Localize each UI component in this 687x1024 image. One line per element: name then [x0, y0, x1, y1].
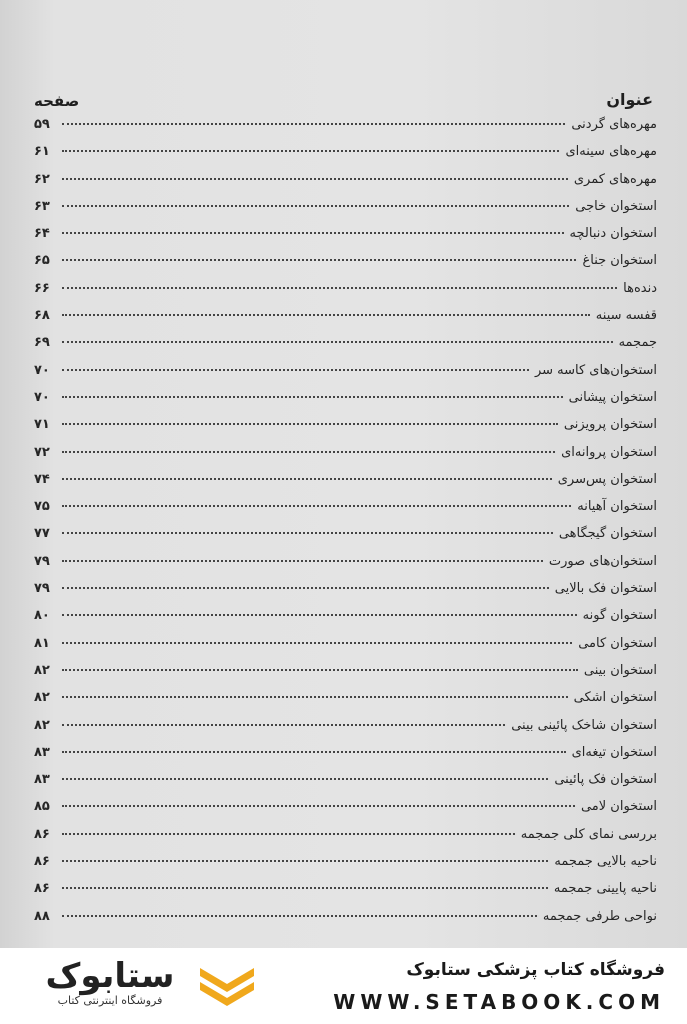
toc-entry: [34, 909, 657, 936]
dot-leader: [62, 259, 576, 261]
toc-entry-page: ۶۸: [34, 308, 50, 324]
toc-entry-page: ۸۲: [34, 717, 50, 733]
toc-entry-page: ۸۱: [34, 635, 50, 651]
toc-entry: [34, 827, 657, 854]
store-name: فروشگاه کتاب پزشکی ستابوک: [406, 960, 665, 980]
column-title-heading: عنوان: [606, 90, 653, 109]
toc-entry-title: استخوان شاخک پائینی بینی: [511, 717, 657, 733]
toc-entry-page: ۸۲: [34, 662, 50, 678]
dot-leader: [62, 669, 578, 671]
toc-entry-page: ۵۹: [34, 117, 50, 132]
store-url[interactable]: WWW.SETABOOK.COM: [333, 990, 665, 1014]
toc-entry: [34, 472, 657, 499]
toc-entry-page: ۸۶: [34, 854, 50, 870]
toc-entry-title: استخوان پرویزنی: [563, 417, 657, 433]
toc-entry-title: جمجمه: [618, 335, 657, 351]
toc-entry-page: ۸۰: [34, 608, 50, 624]
toc-entry-title: استخوان‌های کاسه سر: [534, 362, 657, 378]
column-page-heading: صفحه: [34, 92, 80, 110]
dot-leader: [62, 833, 515, 835]
table-of-contents: [34, 117, 657, 936]
toc-entry: [34, 199, 657, 226]
toc-entry-title: ناحیه بالایی جمجمه: [554, 854, 657, 870]
toc-entry-title: ناحیه پایینی جمجمه: [553, 881, 657, 897]
toc-entry-title: استخوان بینی: [583, 662, 657, 678]
toc-entry: [34, 772, 657, 799]
toc-entry-page: ۸۵: [34, 799, 50, 815]
toc-entry-title: مهره‌های گردنی: [571, 117, 657, 132]
toc-entry-page: ۸۳: [34, 772, 50, 788]
dot-leader: [62, 915, 537, 917]
logo-tagline: فروشگاه اینترنتی کتاب: [57, 994, 163, 1007]
dot-leader: [62, 451, 555, 453]
logo-word: ستابوک: [45, 956, 175, 996]
toc-entry: [34, 445, 657, 472]
toc-entry-page: ۶۶: [34, 280, 50, 296]
toc-entry: [34, 308, 657, 335]
toc-entry-page: ۷۰: [34, 389, 50, 405]
toc-entry: [34, 881, 657, 908]
dot-leader: [62, 614, 577, 616]
toc-entry-page: ۶۹: [34, 335, 50, 351]
toc-entry-title: استخوان فک بالایی: [554, 581, 657, 597]
dot-leader: [62, 696, 568, 698]
toc-entry: [34, 690, 657, 717]
toc-entry-page: ۷۰: [34, 362, 50, 378]
toc-entry-title: استخوان جناغ: [582, 253, 657, 269]
dot-leader: [62, 560, 543, 562]
dot-leader: [62, 860, 548, 862]
toc-entry-title: مهره‌های کمری: [573, 171, 657, 187]
toc-entry: [34, 526, 657, 553]
dot-leader: [62, 778, 548, 780]
dot-leader: [62, 369, 529, 371]
toc-entry: [34, 144, 657, 171]
dot-leader: [62, 123, 565, 125]
toc-entry-title: استخوان گونه: [582, 608, 657, 624]
dot-leader: [62, 232, 564, 234]
toc-entry-title: استخوان کامی: [578, 635, 657, 651]
toc-entry: [34, 554, 657, 581]
dot-leader: [62, 314, 590, 316]
toc-entry: [34, 608, 657, 635]
dot-leader: [62, 724, 505, 726]
toc-entry-page: ۶۳: [34, 198, 50, 214]
dot-leader: [62, 205, 569, 207]
toc-entry-title: استخوان آهیانه: [577, 499, 657, 515]
toc-entry: [34, 417, 657, 444]
dot-leader: [62, 478, 552, 480]
toc-entry-page: ۷۵: [34, 499, 50, 515]
dot-leader: [62, 287, 617, 289]
toc-entry-page: ۷۴: [34, 471, 50, 487]
dot-leader: [62, 396, 563, 398]
toc-entry: [34, 226, 657, 253]
toc-entry: [34, 799, 657, 826]
toc-entry-title: استخوان فک پائینی: [554, 772, 657, 788]
toc-entry-title: استخوان‌های صورت: [548, 553, 657, 569]
toc-entry-page: ۷۹: [34, 553, 50, 569]
dot-leader: [62, 532, 553, 534]
toc-entry-page: ۶۵: [34, 253, 50, 269]
toc-entry-title: بررسی نمای کلی جمجمه: [520, 826, 657, 842]
toc-entry-title: استخوان پیشانی: [568, 389, 657, 405]
toc-header: [34, 90, 653, 118]
toc-entry-title: استخوان لامی: [580, 799, 657, 815]
toc-entry-page: ۷۱: [34, 417, 50, 433]
logo-chevron-icon: [196, 962, 258, 1010]
toc-entry-title: استخوان پس‌سری: [557, 471, 657, 487]
toc-entry-title: استخوان خاجی: [575, 198, 657, 214]
dot-leader: [62, 341, 613, 343]
toc-entry-title: استخوان دنبالچه: [569, 226, 657, 242]
toc-entry: [34, 663, 657, 690]
dot-leader: [62, 751, 566, 753]
toc-entry: [34, 854, 657, 881]
toc-entry: [34, 718, 657, 745]
toc-entry-page: ۸۲: [34, 690, 50, 706]
toc-entry-page: ۶۲: [34, 171, 50, 187]
toc-entry-title: استخوان اشکی: [573, 690, 657, 706]
toc-entry: [34, 117, 657, 144]
toc-entry-page: ۶۴: [34, 226, 50, 242]
toc-entry: [34, 745, 657, 772]
toc-entry-page: ۷۲: [34, 444, 50, 460]
toc-entry-title: نواحی طرفی جمجمه: [542, 908, 657, 924]
toc-entry: [34, 172, 657, 199]
dot-leader: [62, 178, 568, 180]
toc-entry-title: استخوان گیجگاهی: [558, 526, 657, 542]
dot-leader: [62, 805, 575, 807]
toc-entry-page: ۸۳: [34, 744, 50, 760]
setabook-logo[interactable]: [30, 958, 190, 1018]
toc-entry-title: مهره‌های سینه‌ای: [565, 144, 657, 160]
toc-entry: [34, 335, 657, 362]
toc-entry-title: دنده‌ها: [623, 280, 657, 296]
dot-leader: [62, 887, 548, 889]
toc-entry: [34, 499, 657, 526]
toc-entry: [34, 390, 657, 417]
dot-leader: [62, 587, 549, 589]
toc-entry: [34, 636, 657, 663]
toc-entry-page: ۶۱: [34, 144, 50, 160]
toc-entry-title: استخوان تیغه‌ای: [571, 744, 657, 760]
toc-entry-title: قفسه سینه: [595, 308, 657, 324]
toc-entry-title: استخوان پروانه‌ای: [561, 444, 657, 460]
dot-leader: [62, 150, 559, 152]
toc-entry-page: ۸۶: [34, 881, 50, 897]
dot-leader: [62, 505, 571, 507]
toc-entry-page: ۸۸: [34, 908, 50, 924]
dot-leader: [62, 423, 558, 425]
toc-entry: [34, 581, 657, 608]
toc-entry: [34, 253, 657, 280]
toc-entry: [34, 281, 657, 308]
toc-entry-page: ۷۷: [34, 526, 50, 542]
dot-leader: [62, 642, 572, 644]
toc-entry: [34, 363, 657, 390]
toc-entry-page: ۸۶: [34, 826, 50, 842]
toc-entry-page: ۷۹: [34, 581, 50, 597]
